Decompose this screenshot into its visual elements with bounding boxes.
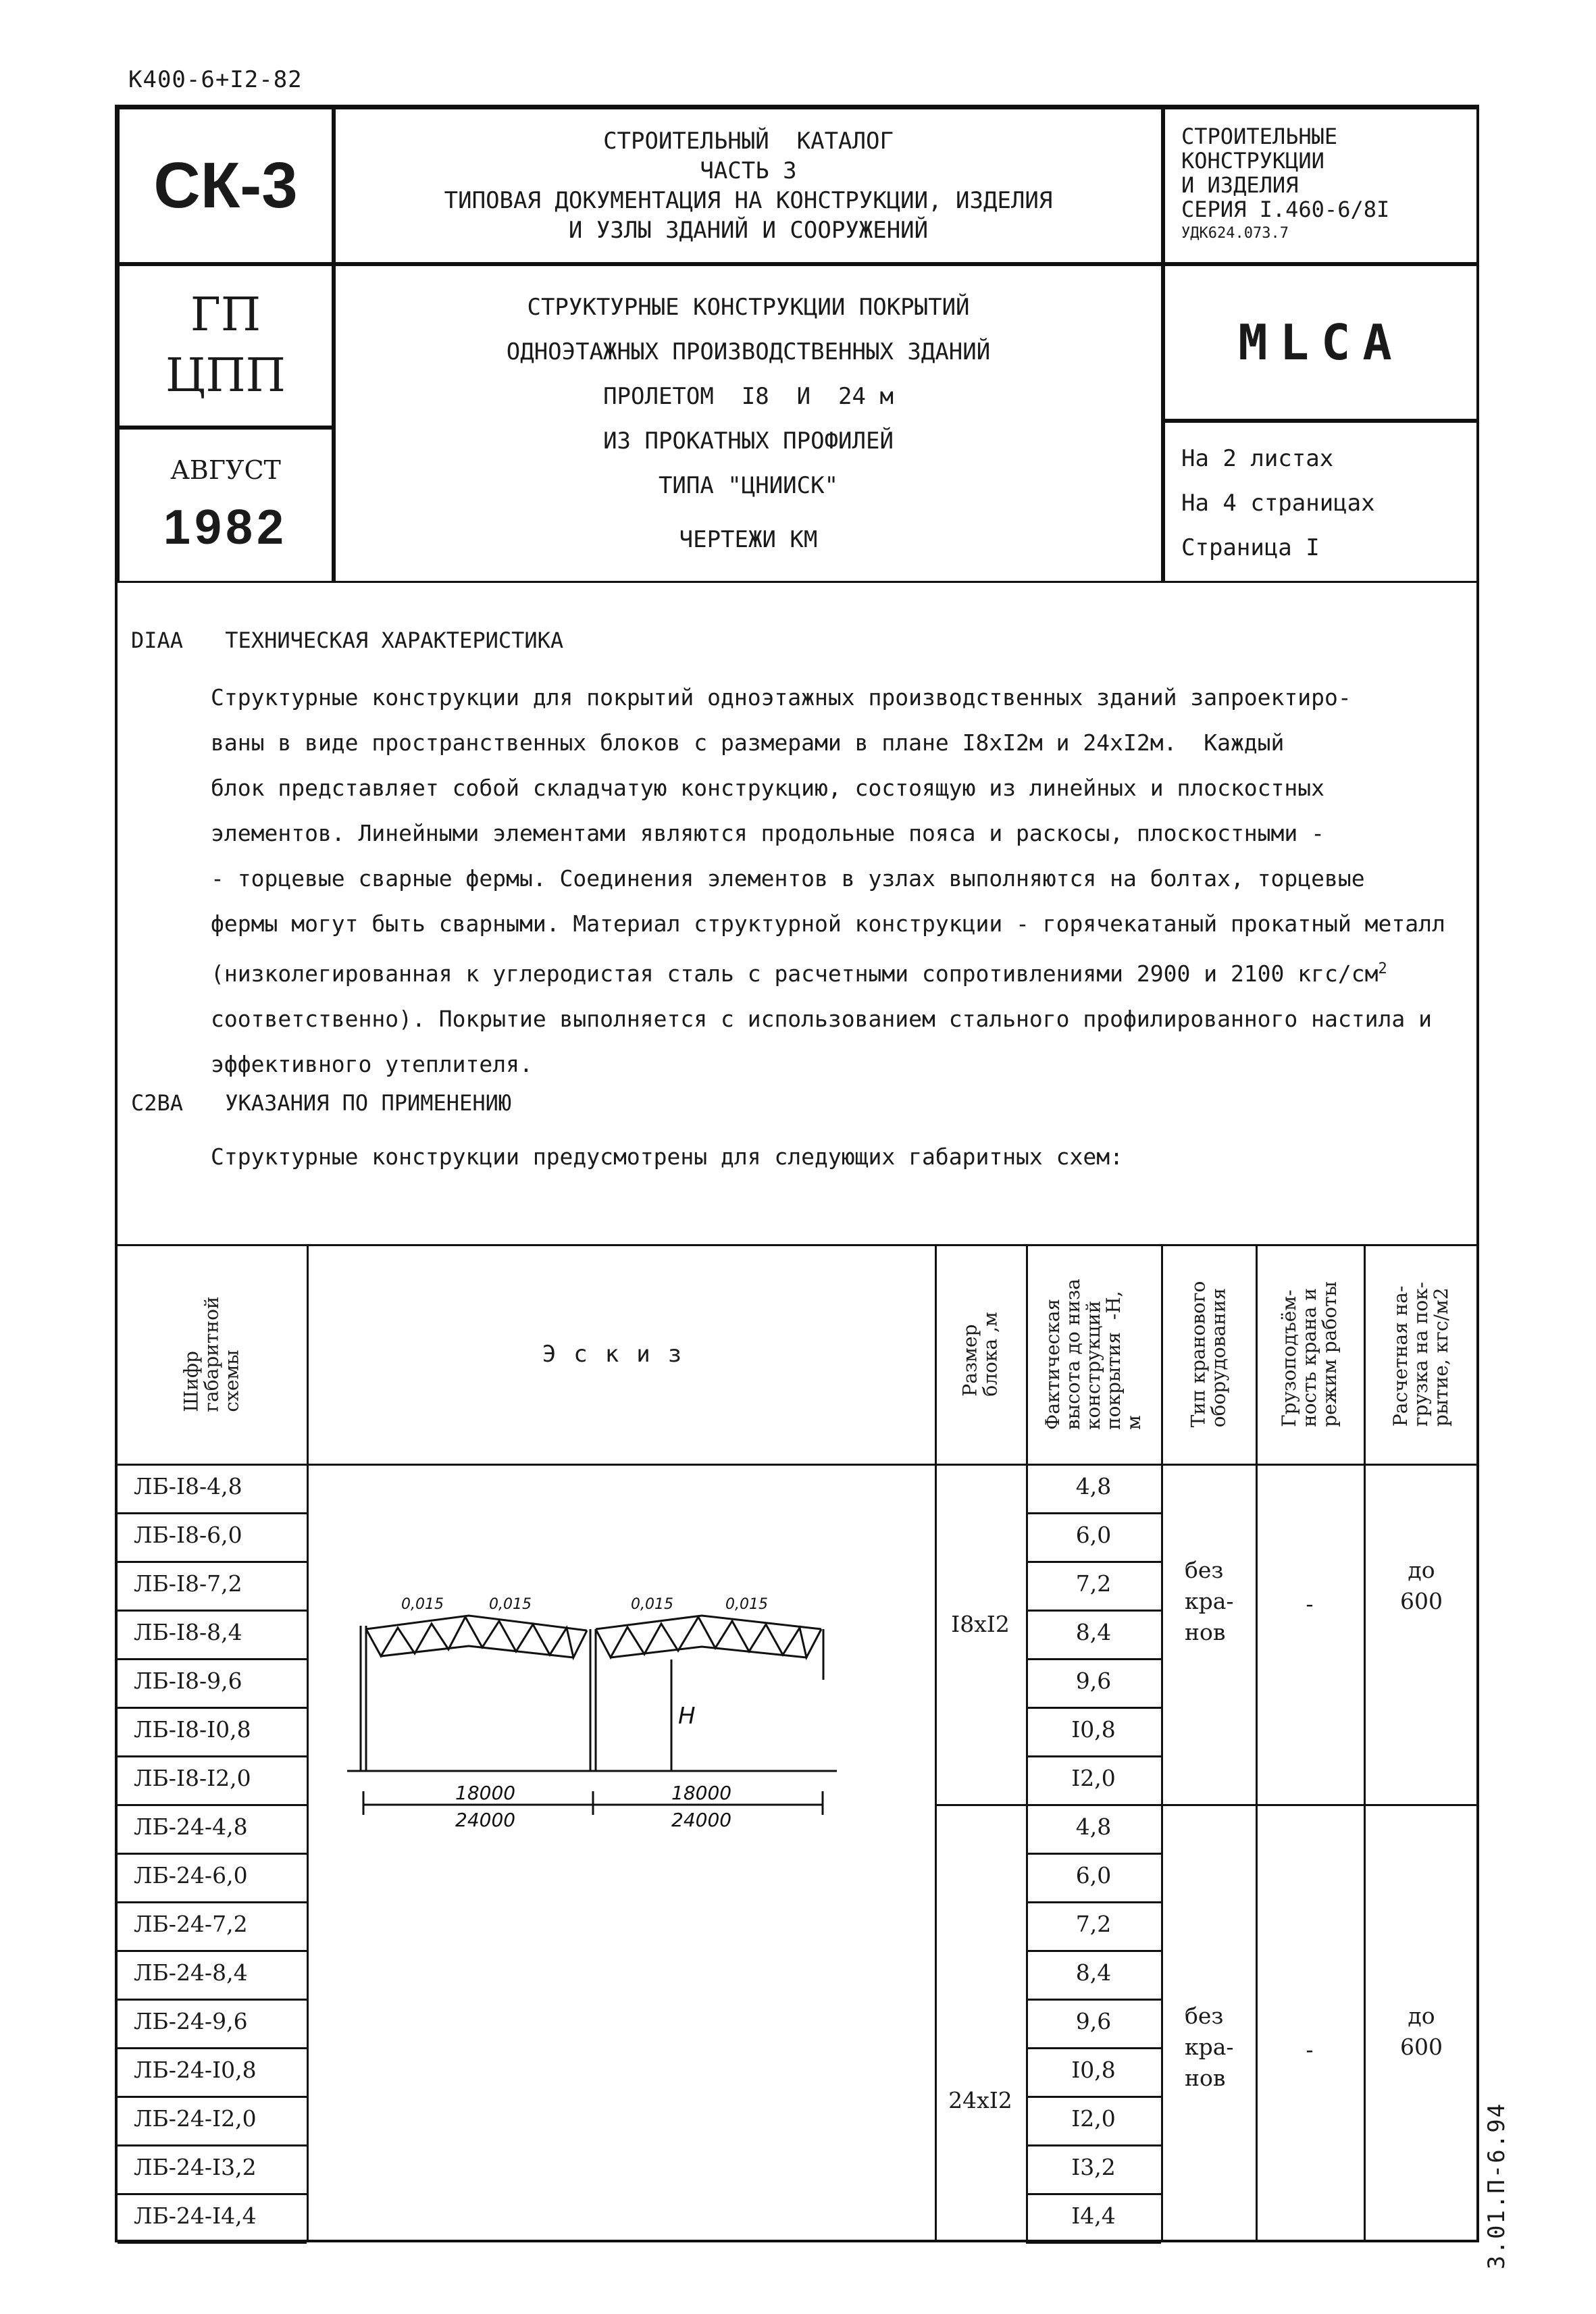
row-border (1026, 2242, 1161, 2244)
height-value: I4,4 (1071, 2203, 1116, 2229)
classification-code: MLCA (1163, 264, 1479, 421)
scheme-code: ЛБ-24-I0,8 (134, 2057, 257, 2083)
scheme-code: ЛБ-24-8,4 (134, 1959, 248, 1986)
text-line: элементов. Линейными элементами являются продольные пояса и раскосы, плоскостными - (211, 820, 1325, 846)
height-value: 8,4 (1075, 1619, 1112, 1645)
slope-label: 0,015 (725, 1596, 768, 1613)
slope-label: 0,015 (631, 1596, 673, 1613)
header-height-text: Фактическая высота до низа конструкций покрытия -Н, м (1041, 1278, 1145, 1430)
block-size-18: I8xI2 (951, 1611, 1010, 1637)
catalog-line: ЧАСТЬ 3 (700, 157, 797, 184)
section-code: C2BA (131, 1090, 184, 1116)
header-load-text: Расчетная на- грузка на пок- рытие, кгс/м2 (1389, 1281, 1453, 1426)
header-sketch: Эскиз (542, 1340, 700, 1368)
text-line: - торцевые сварные фермы. Соединения элементов в узлах выполняются на болтах, торцевые (211, 865, 1365, 892)
document-title (334, 264, 1163, 583)
title-line: ИЗ ПРОКАТНЫХ ПРОФИЛЕЙ (603, 428, 894, 455)
scheme-code: ЛБ-I8-I0,8 (134, 1716, 251, 1743)
height-value: 9,6 (1075, 1668, 1112, 1694)
series-line: КОНСТРУКЦИИ (1181, 148, 1324, 174)
scheme-code: ЛБ-I8-I2,0 (134, 1765, 251, 1791)
scheme-code: ЛБ-I8-6,0 (134, 1522, 242, 1548)
crane-line: нов (1185, 1619, 1226, 1645)
scheme-code: ЛБ-I8-9,6 (134, 1668, 242, 1694)
crane-line: нов (1185, 2065, 1226, 2091)
catalog-line: И УЗЛЫ ЗДАНИЙ И СООРУЖЕНИЙ (568, 217, 929, 244)
scheme-code: ЛБ-I8-7,2 (134, 1570, 242, 1597)
load-line: до (1408, 2003, 1435, 2029)
header-code (118, 1244, 307, 1464)
header-block-size (935, 1244, 1026, 1464)
catalog-line: ТИПОВАЯ ДОКУМЕНТАЦИЯ НА КОНСТРУКЦИИ, ИЗДЕЛИЯ (444, 187, 1053, 214)
series-line: СТРОИТЕЛЬНЫЕ (1181, 124, 1338, 149)
document-frame (115, 105, 1479, 2242)
load-group-1 (1364, 1555, 1479, 1617)
text-line: фермы могут быть сварными. Материал структурной конструкции - горячекатаный прокатный металл (211, 910, 1445, 937)
publication-date (118, 428, 334, 583)
lift-capacity-group-2: - (1306, 2036, 1314, 2063)
section-heading (131, 627, 563, 653)
section-title: ТЕХНИЧЕСКАЯ ХАРАКТЕРИСТИКА (225, 627, 564, 653)
catalog-badge: СК-3 (118, 107, 334, 264)
crane-line: без (1185, 1557, 1224, 1583)
sheet-line: На 4 страницах (1181, 490, 1375, 517)
scheme-code: ЛБ-24-I3,2 (134, 2154, 257, 2180)
truss-2-top-chord (596, 1616, 821, 1629)
series-info (1163, 107, 1479, 264)
load-line: 600 (1400, 1588, 1443, 1614)
load-group-2 (1364, 2001, 1479, 2063)
header-crane-type-text: Тип кранового оборудования (1187, 1281, 1229, 1427)
superscript: 2 (1378, 960, 1387, 977)
org-line-1: ГП (190, 288, 261, 342)
height-value: 6,0 (1075, 1862, 1112, 1888)
scheme-code: ЛБ-I8-4,8 (134, 1473, 242, 1499)
scheme-code: ЛБ-24-4,8 (134, 1814, 248, 1840)
crane-line: без (1185, 2003, 1224, 2029)
height-value: 4,8 (1075, 1814, 1112, 1840)
text-line-content: (низколегированная к углеродистая сталь с расчетными сопротивлениями 2900 и 2100 кгс/см (211, 960, 1379, 987)
header-lift-capacity (1256, 1244, 1364, 1464)
title-line: ОДНОЭТАЖНЫХ ПРОИЗВОДСТВЕННЫХ ЗДАНИЙ (506, 338, 991, 365)
organization (118, 264, 334, 428)
height-value: 9,6 (1075, 2008, 1112, 2034)
catalog-line: СТРОИТЕЛЬНЫЙ КАТАЛОГ (603, 128, 894, 155)
slope-label: 0,015 (489, 1596, 532, 1613)
catalog-title (334, 107, 1163, 264)
title-line: ПРОЛЕТОМ I8 И 24 м (603, 383, 894, 410)
dimension-24000: 24000 (671, 1809, 732, 1831)
series-line: СЕРИЯ I.460-6/8I (1181, 197, 1390, 222)
schemes-table (118, 1244, 1479, 2242)
crane-type-group-1 (1185, 1555, 1234, 1648)
truss-1-web (366, 1617, 587, 1657)
header-lift-capacity-text: Грузоподъём- ность крана и режим работы (1278, 1281, 1341, 1427)
header-block-size-text: Размер блока ,м (958, 1311, 1002, 1397)
year: 1982 (163, 500, 288, 555)
height-value: 8,4 (1075, 1959, 1112, 1986)
lift-capacity-group-1: - (1306, 1591, 1314, 1617)
section-title: УКАЗАНИЯ ПО ПРИМЕНЕНИЮ (225, 1090, 512, 1116)
scheme-code: ЛБ-24-I4,4 (134, 2203, 257, 2229)
row-border (118, 2242, 307, 2244)
month: АВГУСТ (170, 455, 281, 485)
scheme-code: ЛБ-24-7,2 (134, 1911, 248, 1937)
scheme-code: ЛБ-24-9,6 (134, 2008, 248, 2034)
application-text (211, 1134, 1467, 1179)
height-value: 6,0 (1075, 1522, 1112, 1548)
block-size-24: 24xI2 (948, 2087, 1012, 2113)
height-label: H (678, 1703, 696, 1730)
crane-type-group-2 (1185, 2001, 1234, 2094)
dimension-18000: 18000 (455, 1782, 516, 1804)
text-line: Структурные конструкции для покрытий одноэтажных производственных зданий запроектиро- (211, 684, 1352, 711)
dimension-18000: 18000 (671, 1782, 732, 1804)
text-line: эффективного утеплителя. (211, 1051, 533, 1077)
technical-characteristics-text (211, 675, 1467, 1087)
scheme-code: ЛБ-24-6,0 (134, 1862, 248, 1888)
top-document-code: К400-6+I2-82 (128, 66, 303, 93)
header-height (1026, 1244, 1161, 1464)
height-value: I2,0 (1071, 2105, 1116, 2132)
text-line (211, 946, 1467, 996)
header-code-text: Шифр габаритной схемы (180, 1295, 243, 1412)
section-heading (131, 1090, 511, 1116)
height-value: I0,8 (1071, 2057, 1116, 2083)
udk-code: УДК624.073.7 (1181, 225, 1289, 242)
text-line: ваны в виде пространственных блоков с размерами в плане I8xI2м и 24xI2м. Каждый (211, 729, 1285, 756)
sheet-line: На 2 листах (1181, 445, 1334, 472)
title-line: ЧЕРТЕЖИ КМ (679, 526, 818, 553)
header-crane-type (1161, 1244, 1256, 1464)
building-section-sketch (334, 1562, 874, 1845)
org-line-2: ЦПП (165, 349, 286, 403)
height-value: I3,2 (1071, 2154, 1116, 2180)
height-value: I2,0 (1071, 1765, 1116, 1791)
text-line: Структурные конструкции предусмотрены для следующих габаритных схем: (211, 1143, 1124, 1170)
text-line: блок представляет собой складчатую конструкцию, состоящую из линейных и плоскостных (211, 775, 1325, 801)
side-document-code: 3.01.П-6.94 (1483, 2102, 1510, 2269)
table-border (1161, 1464, 1163, 2242)
table-border (118, 1464, 1479, 1466)
height-value: 7,2 (1075, 1911, 1112, 1937)
slope-label: 0,015 (401, 1596, 444, 1613)
crane-line: кра- (1185, 2034, 1234, 2060)
group-border (935, 1804, 1479, 1806)
series-line: И ИЗДЕЛИЯ (1181, 172, 1299, 198)
truss-2-web (596, 1617, 821, 1657)
crane-line: кра- (1185, 1588, 1234, 1614)
title-line: СТРУКТУРНЫЕ КОНСТРУКЦИИ ПОКРЫТИЙ (527, 294, 970, 321)
scheme-code: ЛБ-24-I2,0 (134, 2105, 257, 2132)
title-line: ТИПА "ЦНИИСК" (658, 472, 839, 499)
load-line: 600 (1400, 2034, 1443, 2060)
load-line: до (1408, 1557, 1435, 1583)
height-value: I0,8 (1071, 1716, 1116, 1743)
height-value: 7,2 (1075, 1570, 1112, 1597)
header-load (1364, 1244, 1479, 1464)
sheet-line: Страница I (1181, 534, 1320, 561)
section-code: DIAA (131, 627, 184, 653)
sheet-info (1163, 421, 1479, 583)
text-line: соответственно). Покрытие выполняется с использованием стального профилированного настила и (211, 1006, 1432, 1032)
dimension-24000: 24000 (455, 1809, 516, 1831)
scheme-code: ЛБ-I8-8,4 (134, 1619, 242, 1645)
height-value: 4,8 (1075, 1473, 1112, 1499)
